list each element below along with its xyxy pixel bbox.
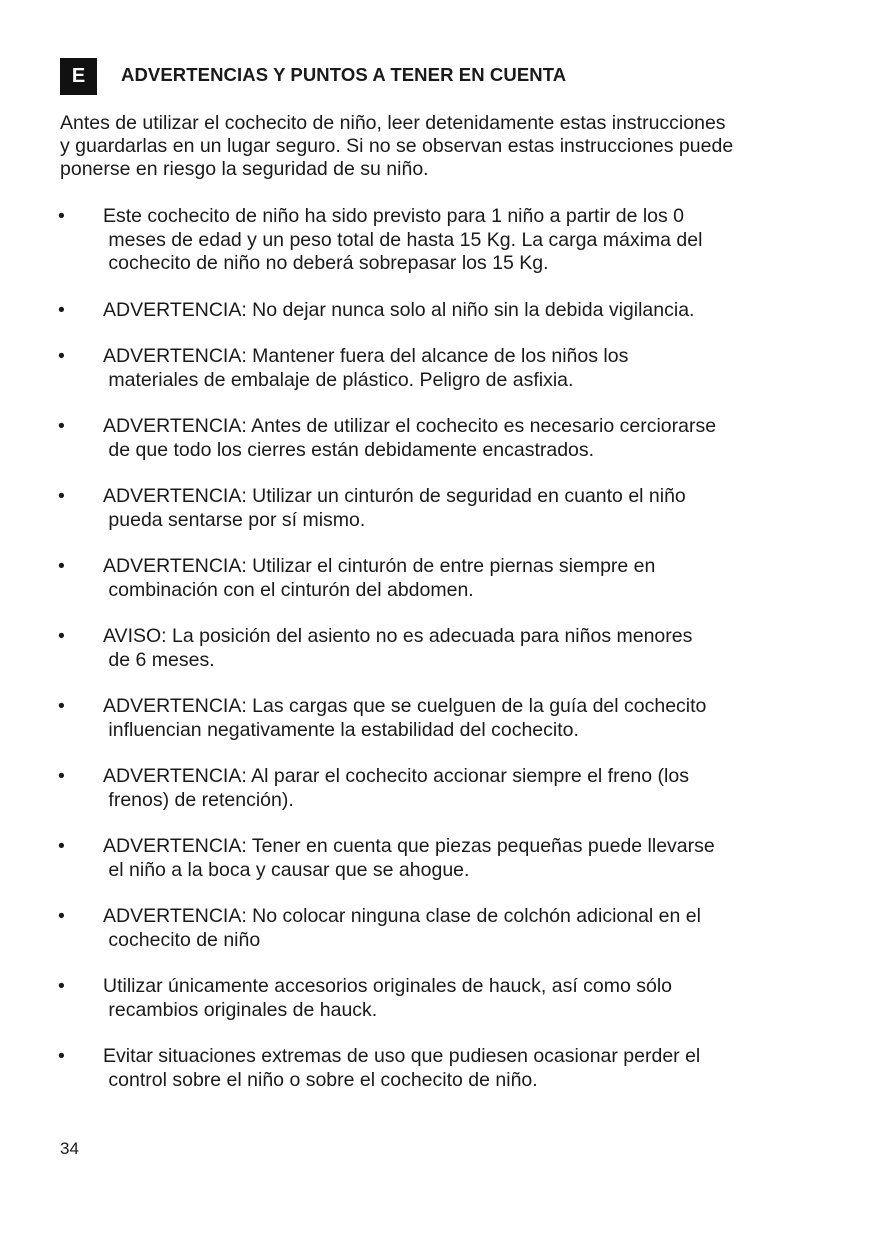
warning-text-line: el niño a la boca y causar que se ahogue. [103, 858, 470, 881]
warning-text-line: control sobre el niño o sobre el cochecito de niño. [103, 1068, 538, 1091]
warning-text-line: ADVERTENCIA: Utilizar el cinturón de entre piernas siempre en [103, 555, 656, 577]
warning-item [0, 975, 783, 1022]
language-badge: E [60, 58, 97, 95]
warning-text-line: Utilizar únicamente accesorios originales de hauck, así como sólo [103, 975, 673, 997]
warning-item [0, 625, 783, 672]
warnings-list [0, 205, 875, 1115]
warning-text-line: recambios originales de hauck. [103, 998, 378, 1021]
page-title: ADVERTENCIAS Y PUNTOS A TENER EN CUENTA [121, 64, 567, 85]
warning-text-line: frenos) de retención). [103, 788, 294, 811]
bullet-icon: • [58, 1045, 65, 1067]
warning-item [0, 835, 783, 882]
warning-item [0, 205, 783, 276]
bullet-icon: • [58, 765, 65, 787]
warning-item [0, 1045, 783, 1092]
warning-text-line: AVISO: La posición del asiento no es adecuada para niños menores [103, 625, 693, 647]
warning-text-line: cochecito de niño [103, 928, 261, 951]
warning-item [0, 695, 783, 742]
warning-text-line: cochecito de niño no deberá sobrepasar los 15 Kg. [103, 252, 549, 274]
bullet-icon: • [58, 345, 65, 367]
warning-text-line: combinación con el cinturón del abdomen. [103, 578, 474, 601]
bullet-icon: • [58, 625, 65, 647]
warning-text-line: ADVERTENCIA: Utilizar un cinturón de seguridad en cuanto el niño [103, 485, 686, 507]
intro-line: Antes de utilizar el cochecito de niño, leer detenidamente estas instrucciones [60, 112, 726, 134]
warning-text-line: ADVERTENCIA: No colocar ninguna clase de colchón adicional en el [103, 905, 701, 927]
warning-text-line: ADVERTENCIA: Al parar el cochecito accionar siempre el freno (los [103, 765, 689, 787]
bullet-icon: • [58, 485, 65, 507]
page-number: 34 [60, 1139, 79, 1158]
warning-text-line: materiales de embalaje de plástico. Peligro de asfixia. [103, 368, 574, 391]
warning-text-line: meses de edad y un peso total de hasta 15 Kg. La carga máxima del [103, 228, 703, 251]
bullet-icon: • [58, 835, 65, 857]
warning-text-line: ADVERTENCIA: Mantener fuera del alcance de los niños los [103, 345, 629, 367]
bullet-icon: • [58, 975, 65, 997]
warning-item [0, 299, 783, 323]
warning-text-line: de 6 meses. [103, 648, 215, 671]
warning-text-line: Este cochecito de niño ha sido previsto para 1 niño a partir de los 0 [103, 205, 685, 227]
intro-paragraph [60, 112, 820, 181]
warning-item [0, 485, 783, 532]
warning-text-line: pueda sentarse por sí mismo. [103, 508, 366, 531]
warning-text-line: ADVERTENCIA: Las cargas que se cuelguen de la guía del cochecito [103, 695, 707, 717]
intro-line: y guardarlas en un lugar seguro. Si no se observan estas instrucciones puede [60, 135, 734, 157]
warning-item [0, 415, 783, 462]
warning-text-line: ADVERTENCIA: No dejar nunca solo al niño sin la debida vigilancia. [103, 298, 695, 321]
bullet-icon: • [58, 905, 65, 927]
intro-line: ponerse en riesgo la seguridad de su niño. [60, 158, 429, 180]
bullet-icon: • [58, 298, 65, 321]
warning-item [0, 905, 783, 952]
warning-item [0, 765, 783, 812]
warning-text-line: ADVERTENCIA: Antes de utilizar el cochecito es necesario cerciorarse [103, 415, 717, 437]
warning-text-line: influencian negativamente la estabilidad del cochecito. [103, 718, 579, 741]
warning-text-line: Evitar situaciones extremas de uso que pudiesen ocasionar perder el [103, 1045, 701, 1067]
warning-item [0, 555, 783, 602]
warning-item [0, 345, 783, 392]
bullet-icon: • [58, 695, 65, 717]
bullet-icon: • [58, 555, 65, 577]
bullet-icon: • [58, 205, 65, 227]
warning-text-line: de que todo los cierres están debidamente encastrados. [103, 438, 595, 461]
bullet-icon: • [58, 415, 65, 437]
warning-text-line: ADVERTENCIA: Tener en cuenta que piezas pequeñas puede llevarse [103, 835, 715, 857]
